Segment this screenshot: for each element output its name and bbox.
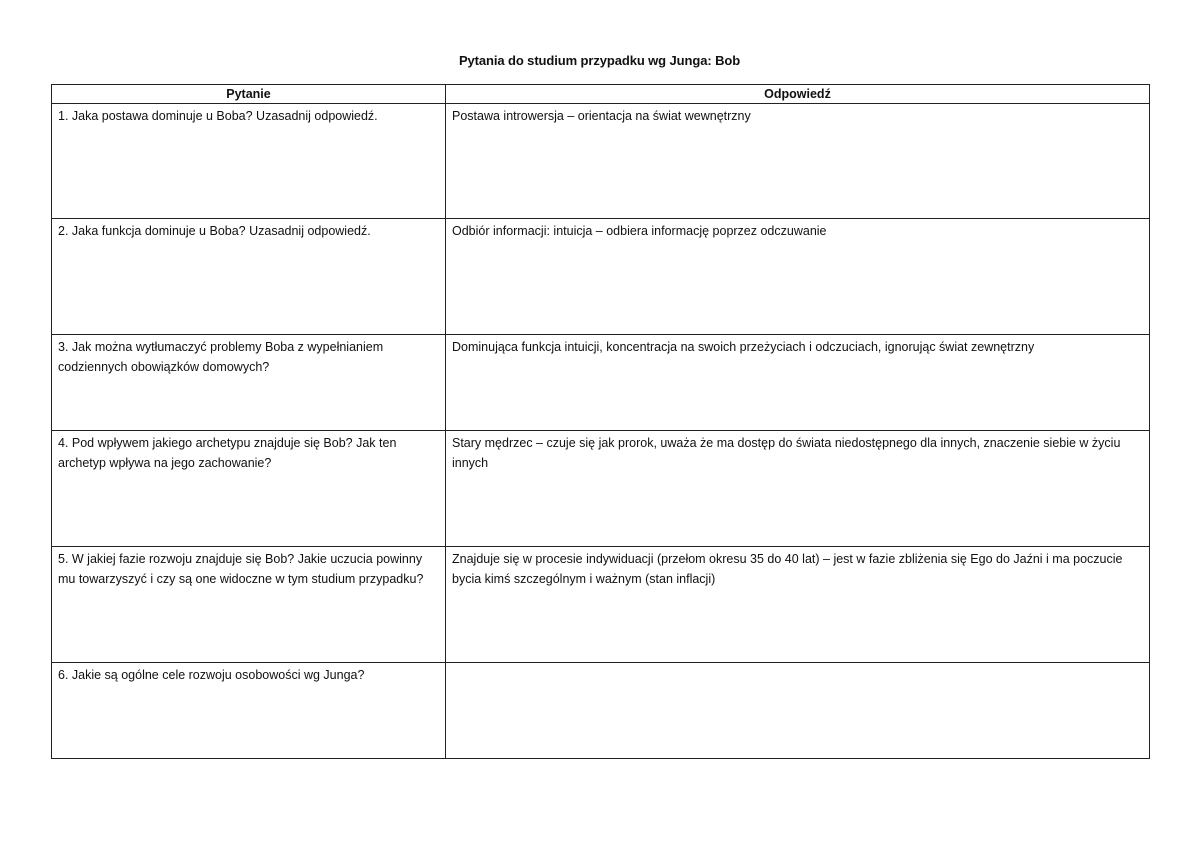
question-cell: 1. Jaka postawa dominuje u Boba? Uzasadnij odpowiedź. <box>52 104 446 219</box>
answer-cell-empty <box>446 663 1150 759</box>
table-header-row <box>52 85 1150 104</box>
question-cell: 6. Jakie są ogólne cele rozwoju osobowości wg Junga? <box>52 663 446 759</box>
table-row <box>52 335 1150 431</box>
table-row <box>52 219 1150 335</box>
questions-answers-table <box>51 84 1150 759</box>
answer-cell: Znajduje się w procesie indywiduacji (przełom okresu 35 do 40 lat) – jest w fazie zbliżenia się Ego do Jaźni i ma poczucie bycia kimś szczególnym i ważnym (stan inflacji) <box>446 547 1150 663</box>
answer-cell: Stary mędrzec – czuje się jak prorok, uważa że ma dostęp do świata niedostępnego dla innych, znaczenie siebie w życiu innych <box>446 431 1150 547</box>
answer-cell: Dominująca funkcja intuicji, koncentracja na swoich przeżyciach i odczuciach, ignorując świat zewnętrzny <box>446 335 1150 431</box>
document-title: Pytania do studium przypadku wg Junga: Bob <box>458 53 741 68</box>
answer-cell: Postawa introwersja – orientacja na świat wewnętrzny <box>446 104 1150 219</box>
answer-column-header: Odpowiedź <box>446 85 1150 104</box>
question-cell: 2. Jaka funkcja dominuje u Boba? Uzasadnij odpowiedź. <box>52 219 446 335</box>
table-row <box>52 547 1150 663</box>
question-cell: 4. Pod wpływem jakiego archetypu znajduje się Bob? Jak ten archetyp wpływa na jego zachowanie? <box>52 431 446 547</box>
table-row <box>52 431 1150 547</box>
table-row <box>52 104 1150 219</box>
answer-cell: Odbiór informacji: intuicja – odbiera informację poprzez odczuwanie <box>446 219 1150 335</box>
table-row <box>52 663 1150 759</box>
question-cell: 5. W jakiej fazie rozwoju znajduje się Bob? Jakie uczucia powinny mu towarzyszyć i czy są one widoczne w tym studium przypadku? <box>52 547 446 663</box>
question-column-header: Pytanie <box>52 85 446 104</box>
question-cell: 3. Jak można wytłumaczyć problemy Boba z wypełnianiem codziennych obowiązków domowych? <box>52 335 446 431</box>
